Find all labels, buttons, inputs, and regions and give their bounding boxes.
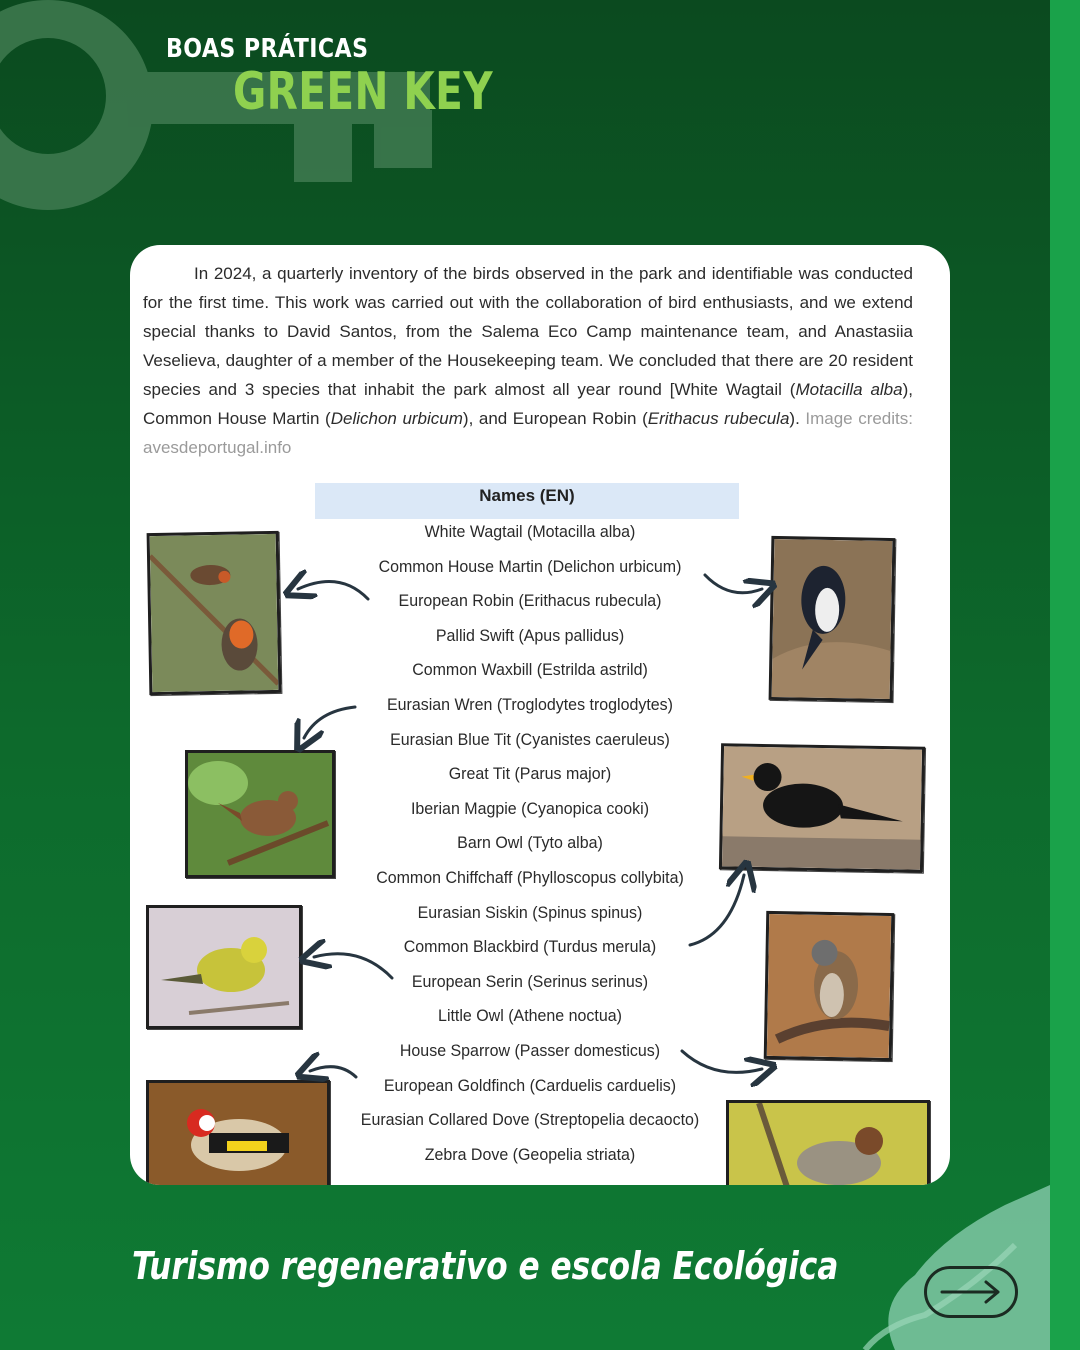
bird-name-item: Zebra Dove (Geopelia striata) bbox=[424, 1144, 636, 1164]
bird-name-item: Eurasian Blue Tit (Cyanistes caeruleus) bbox=[390, 729, 670, 749]
intro-text-1: In 2024, a quarterly inventory of the birds observed in the park and identifiable was conducted for the first time. This work was carried out with the collaboration of bird enthusiasts, and we extend special thanks to David Santos, from the Salema Eco Camp maintenance team, and Anastasiia Veselieva, daughter of a member of the Housekeeping team. We concluded that there are 20 resident species and 3 species that inhabit the park almost all year round [White Wagtail ( bbox=[143, 264, 913, 399]
intro-paragraph bbox=[143, 259, 913, 462]
tagline: Turismo regenerativo e escola Ecológica bbox=[132, 1244, 839, 1288]
bird-name-item: Common House Martin (Delichon urbicum) bbox=[378, 556, 682, 576]
intro-text-2: ), Common House Martin ( bbox=[143, 380, 913, 428]
photo-european-serin bbox=[146, 905, 302, 1029]
photo-common-blackbird bbox=[719, 743, 925, 873]
bird-name-item: Eurasian Siskin (Spinus spinus) bbox=[417, 902, 643, 922]
photo-house-martin bbox=[769, 536, 896, 702]
photo-blackcap bbox=[726, 1100, 930, 1185]
image-credits: Image credits: avesdeportugal.info bbox=[143, 409, 913, 457]
bird-name-item: European Goldfinch (Carduelis carduelis) bbox=[383, 1075, 677, 1095]
brand-eyebrow: BOAS PRÁTICAS bbox=[166, 34, 369, 64]
names-table-header: Names (EN) bbox=[315, 483, 739, 519]
bird-name-item: Iberian Magpie (Cyanopica cooki) bbox=[410, 798, 650, 818]
bird-name-item: Common Blackbird (Turdus merula) bbox=[403, 937, 657, 957]
bird-name-item: Common Waxbill (Estrilda astrild) bbox=[412, 660, 648, 680]
brand-title: GREEN KEY bbox=[233, 62, 494, 122]
photo-eurasian-wren bbox=[185, 750, 335, 878]
bird-names-list bbox=[280, 519, 780, 1176]
photo-european-robin bbox=[147, 531, 282, 695]
right-accent-stripe bbox=[1050, 0, 1080, 1350]
intro-species-3: Erithacus rubecula bbox=[647, 409, 790, 428]
next-button[interactable] bbox=[924, 1266, 1018, 1318]
photo-house-sparrow bbox=[764, 911, 895, 1061]
bird-name-item: Eurasian Collared Dove (Streptopelia decaocto) bbox=[360, 1110, 700, 1130]
bird-name-item: Pallid Swift (Apus pallidus) bbox=[435, 625, 625, 645]
bird-name-item: Eurasian Wren (Troglodytes troglodytes) bbox=[387, 694, 673, 714]
bird-name-item: White Wagtail (Motacilla alba) bbox=[424, 522, 636, 541]
bird-name-item: Common Chiffchaff (Phylloscopus collybita) bbox=[376, 867, 684, 887]
intro-species-1: Motacilla alba bbox=[795, 380, 903, 399]
bird-name-item: European Robin (Erithacus rubecula) bbox=[398, 591, 662, 611]
bird-name-item: Barn Owl (Tyto alba) bbox=[457, 833, 603, 853]
intro-species-2: Delichon urbicum bbox=[330, 409, 463, 428]
bird-name-item: Little Owl (Athene noctua) bbox=[438, 1006, 622, 1026]
bird-name-item: House Sparrow (Passer domesticus) bbox=[399, 1040, 661, 1060]
content-card bbox=[130, 245, 950, 1185]
arrow-right-icon bbox=[940, 1280, 1002, 1304]
photo-european-goldfinch bbox=[146, 1080, 330, 1185]
bird-name-item: Great Tit (Parus major) bbox=[448, 764, 612, 784]
bird-name-item: European Serin (Serinus serinus) bbox=[411, 971, 649, 991]
intro-text-4: ). bbox=[789, 409, 800, 428]
intro-text-3: ), and European Robin ( bbox=[462, 409, 648, 428]
